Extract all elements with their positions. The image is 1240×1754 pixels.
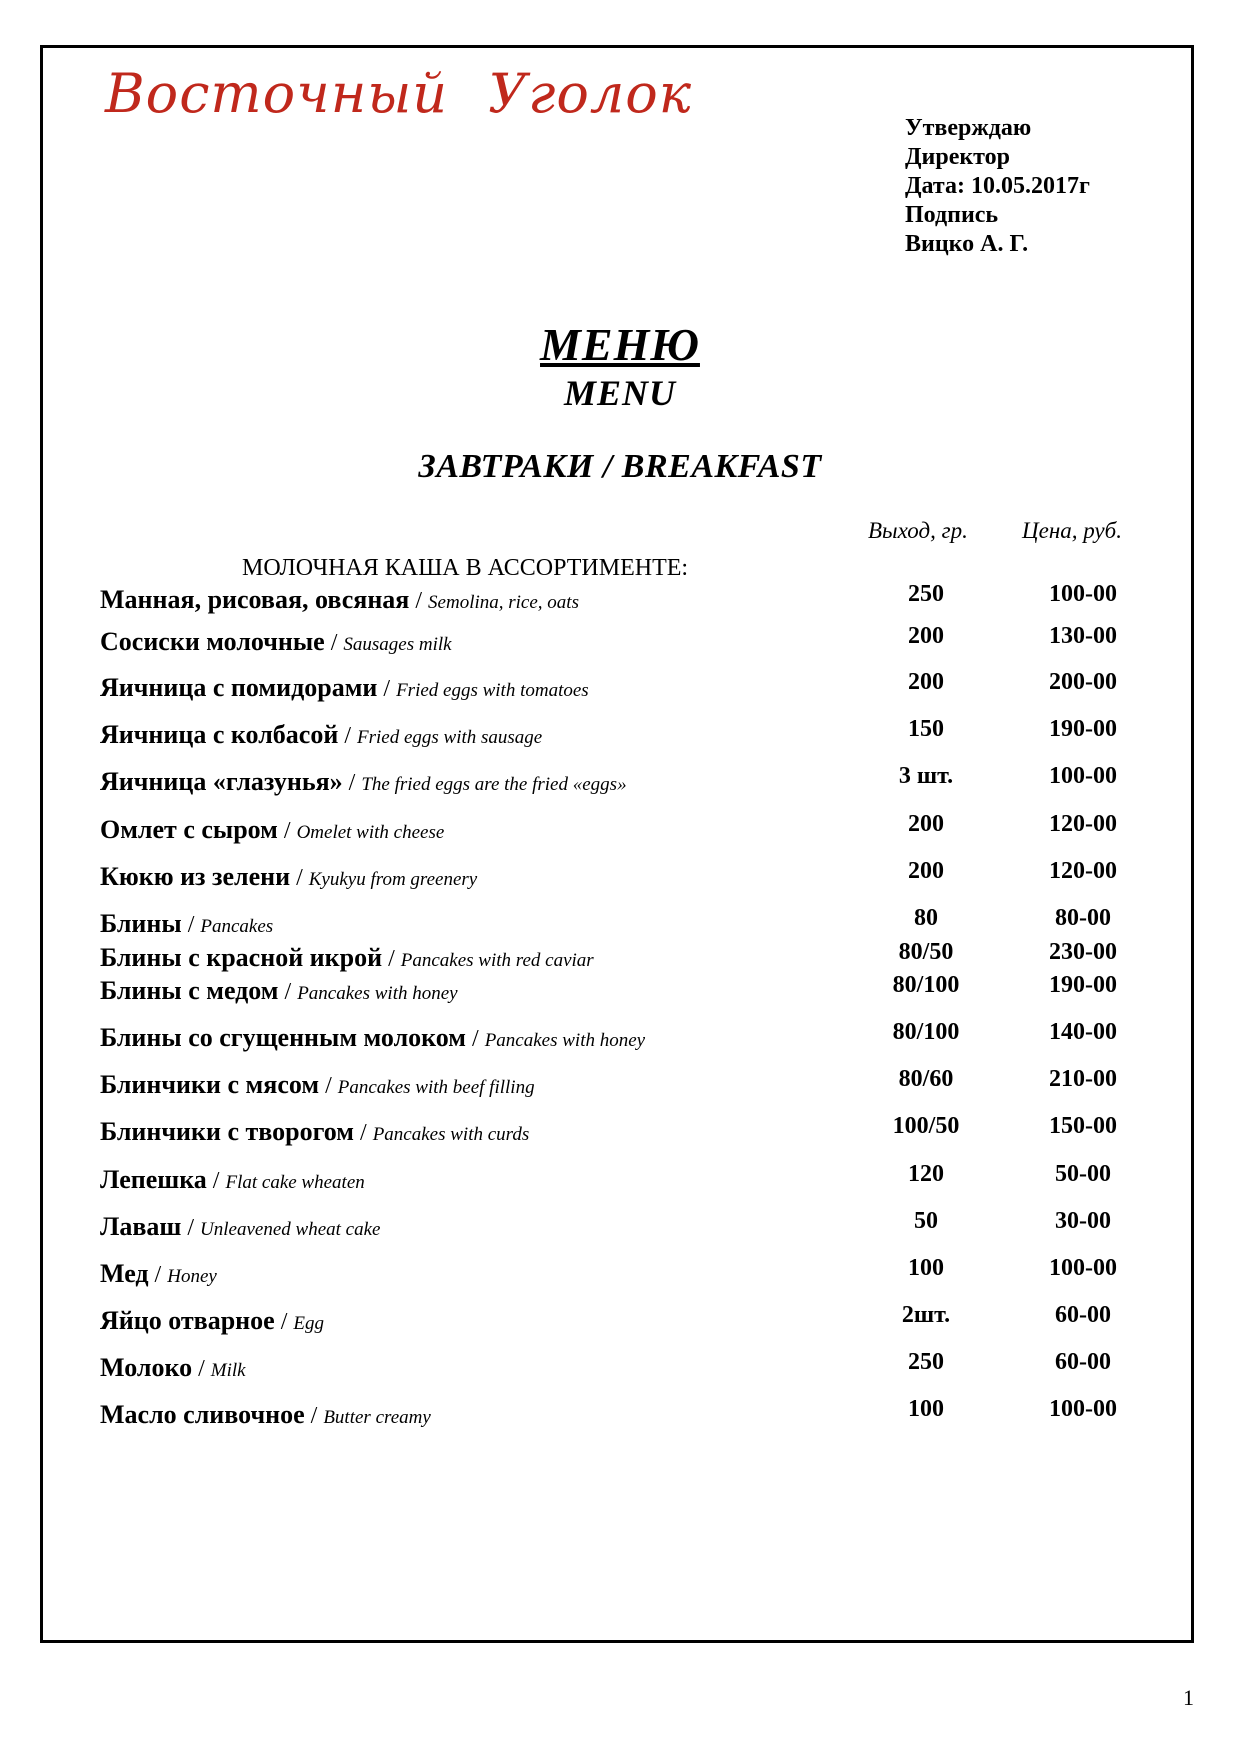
menu-item-name: Масло сливочное / Butter creamy	[100, 1400, 431, 1429]
menu-item-name-ru: Блинчики с мясом	[100, 1070, 320, 1099]
menu-item-name-en: Fried eggs with sausage	[356, 727, 543, 748]
logo-word-2: Уголок	[488, 62, 693, 125]
menu-item-price: 190-00	[1049, 972, 1117, 998]
approval-line: Утверждаю	[905, 115, 1032, 141]
menu-item-price: 210-00	[1049, 1066, 1117, 1092]
menu-item-name-ru: Блины с красной икрой	[100, 943, 383, 972]
menu-item-row	[100, 763, 1140, 803]
menu-item-name-ru: Масло сливочное	[100, 1400, 305, 1429]
menu-item-name: Омлет с сыром / Omelet with cheese	[100, 815, 445, 844]
menu-item-name-en: Milk	[210, 1360, 246, 1381]
menu-item-name-en: Unleavened wheat cake	[200, 1219, 381, 1240]
menu-item-name: Молоко / Milk	[100, 1353, 246, 1382]
menu-item-name: Блинчики с мясом / Pancakes with beef filling	[100, 1070, 535, 1099]
menu-item-name: Блинчики с творогом / Pancakes with curds	[100, 1117, 530, 1146]
menu-item-row	[100, 1161, 1140, 1201]
approval-line: Дата: 10.05.2017г	[905, 173, 1090, 199]
menu-item-row	[100, 1396, 1140, 1436]
menu-item-price: 30-00	[1055, 1208, 1111, 1234]
menu-item-output: 100/50	[892, 1113, 960, 1139]
menu-item-name-en: Sausages milk	[343, 634, 452, 655]
menu-item-output: 100	[908, 1396, 944, 1422]
menu-item-name: Яичница «глазунья» / The fried eggs are the fried «eggs»	[100, 767, 627, 796]
menu-item-price: 190-00	[1049, 716, 1117, 742]
menu-item-price: 80-00	[1055, 905, 1111, 931]
menu-item-name-en: Honey	[167, 1266, 217, 1287]
menu-item-output: 100	[908, 1255, 944, 1281]
approval-line: Вицко А. Г.	[905, 231, 1029, 257]
menu-item-row	[100, 972, 1140, 1012]
menu-item-price: 100-00	[1049, 581, 1117, 607]
menu-item-name-en: Pancakes with honey	[297, 983, 458, 1004]
menu-item-row	[100, 716, 1140, 756]
menu-item-price: 120-00	[1049, 858, 1117, 884]
menu-item-output: 3 шт.	[898, 763, 954, 789]
menu-item-price: 100-00	[1049, 1396, 1117, 1422]
menu-item-output: 200	[908, 623, 944, 649]
menu-item-price: 130-00	[1049, 623, 1117, 649]
menu-item-name-ru: Лепешка	[100, 1165, 207, 1194]
menu-item-name-en: Omelet with cheese	[296, 822, 445, 843]
menu-item-name-en: The fried eggs are the fried «eggs»	[361, 774, 627, 795]
menu-item-name-ru: Мед	[100, 1259, 149, 1288]
menu-item-name: Блины / Pancakes	[100, 909, 274, 938]
menu-item-name-en: Flat cake wheaten	[225, 1172, 365, 1193]
menu-item-name-ru: Блины с медом	[100, 976, 279, 1005]
menu-item-row	[100, 811, 1140, 851]
menu-item-price: 60-00	[1055, 1349, 1111, 1375]
approval-line: Подпись	[905, 202, 999, 228]
menu-item-output: 2шт.	[901, 1302, 951, 1328]
approval-line: Директор	[905, 144, 1010, 170]
menu-item-name-ru: Кюкю из зелени	[100, 862, 291, 891]
menu-item-row	[100, 1113, 1140, 1153]
menu-item-price: 120-00	[1049, 811, 1117, 837]
menu-item-name: Блины с медом / Pancakes with honey	[100, 976, 458, 1005]
menu-title-ru: МЕНЮ	[540, 319, 700, 370]
menu-item-price: 200-00	[1049, 669, 1117, 695]
menu-item-name-ru: Молоко	[100, 1353, 193, 1382]
menu-item-price: 100-00	[1049, 1255, 1117, 1281]
menu-item-output: 120	[908, 1161, 944, 1187]
menu-item-name: Яичница с колбасой / Fried eggs with sausage	[100, 720, 543, 749]
logo-word-1: Восточный	[105, 62, 449, 125]
menu-item-name: Мед / Honey	[100, 1259, 217, 1288]
menu-item-output: 80/100	[892, 1019, 960, 1045]
menu-item-output: 200	[908, 669, 944, 695]
menu-item-name-en: Pancakes with beef filling	[337, 1077, 535, 1098]
menu-item-name-ru: Лаваш	[100, 1212, 182, 1241]
porridge-subheading: МОЛОЧНАЯ КАША В АССОРТИМЕНТЕ:	[242, 555, 689, 581]
menu-item-name-en: Pancakes with curds	[372, 1124, 530, 1145]
page-number: 1	[1183, 1685, 1194, 1710]
restaurant-logo	[105, 62, 692, 125]
menu-item-output: 80/100	[892, 972, 960, 998]
menu-item-name: Сосиски молочные / Sausages milk	[100, 627, 452, 656]
menu-item-name-en: Kyukyu from greenery	[308, 869, 478, 890]
menu-item-name-en: Egg	[293, 1313, 324, 1334]
menu-item-name: Кюкю из зелени / Kyukyu from greenery	[100, 862, 478, 891]
menu-item-row	[100, 1255, 1140, 1295]
section-title: ЗАВТРАКИ / BREAKFAST	[418, 448, 822, 485]
menu-item-price: 60-00	[1055, 1302, 1111, 1328]
menu-item-name: Яйцо отварное / Egg	[100, 1306, 324, 1335]
menu-item-output: 80/60	[898, 1066, 954, 1092]
menu-item-row	[100, 858, 1140, 898]
menu-item-output: 150	[908, 716, 944, 742]
menu-item-name: Блины с красной икрой / Pancakes with red caviar	[100, 943, 594, 972]
menu-item-name-ru: Блинчики с творогом	[100, 1117, 355, 1146]
column-header-price: Цена, руб.	[1022, 518, 1122, 543]
column-header-output: Выход, гр.	[868, 518, 968, 543]
menu-item-output: 200	[908, 811, 944, 837]
menu-item-name: Яичница с помидорами / Fried eggs with tomatoes	[100, 673, 589, 702]
menu-item-output: 80	[914, 905, 938, 931]
menu-item-row	[100, 1302, 1140, 1342]
menu-item-output: 250	[908, 1349, 944, 1375]
menu-item-row	[100, 1208, 1140, 1248]
menu-item-name-en: Pancakes with honey	[484, 1030, 646, 1051]
menu-title-en: MENU	[563, 373, 677, 413]
menu-item-name-ru: Яйцо отварное	[100, 1306, 275, 1335]
menu-item-name-en: Semolina, rice, oats	[428, 592, 579, 613]
menu-item-name-ru: Манная, рисовая, овсяная	[100, 585, 410, 614]
menu-item-name: Манная, рисовая, овсяная / Semolina, rice, oats	[100, 585, 579, 614]
menu-item-output: 50	[914, 1208, 938, 1234]
menu-item-row	[100, 581, 1140, 621]
menu-item-price: 100-00	[1049, 763, 1117, 789]
menu-item-name-ru: Яичница с помидорами	[100, 673, 378, 702]
menu-item-row	[100, 1019, 1140, 1059]
menu-item-output: 80/50	[898, 939, 954, 965]
menu-item-price: 140-00	[1049, 1019, 1117, 1045]
menu-item-row	[100, 1349, 1140, 1389]
menu-item-row	[100, 669, 1140, 709]
menu-item-name-ru: Яичница с колбасой	[100, 720, 339, 749]
menu-item-row	[100, 1066, 1140, 1106]
menu-item-price: 50-00	[1055, 1161, 1111, 1187]
menu-item-name-ru: Омлет с сыром	[100, 815, 278, 844]
menu-item-output: 200	[908, 858, 944, 884]
menu-item-price: 150-00	[1049, 1113, 1117, 1139]
menu-item-name-en: Fried eggs with tomatoes	[396, 680, 589, 701]
menu-item-name-en: Butter creamy	[323, 1407, 431, 1428]
menu-item-name: Лепешка / Flat cake wheaten	[100, 1165, 365, 1194]
menu-item-name-ru: Сосиски молочные	[100, 627, 325, 656]
menu-item-name-en: Pancakes	[200, 916, 274, 937]
menu-item-output: 250	[908, 581, 944, 607]
menu-item-name-ru: Блины со сгущенным молоком	[100, 1023, 467, 1052]
menu-item-name-ru: Яичница «глазунья»	[100, 767, 343, 796]
menu-item-price: 230-00	[1049, 939, 1117, 965]
menu-item-name-en: Pancakes with red caviar	[400, 950, 594, 971]
menu-item-name: Блины со сгущенным молоком / Pancakes with honey	[100, 1023, 646, 1052]
approval-block	[905, 114, 1090, 259]
menu-item-name: Лаваш / Unleavened wheat cake	[100, 1212, 381, 1241]
menu-item-name-ru: Блины	[100, 909, 182, 938]
menu-item-row	[100, 623, 1140, 663]
